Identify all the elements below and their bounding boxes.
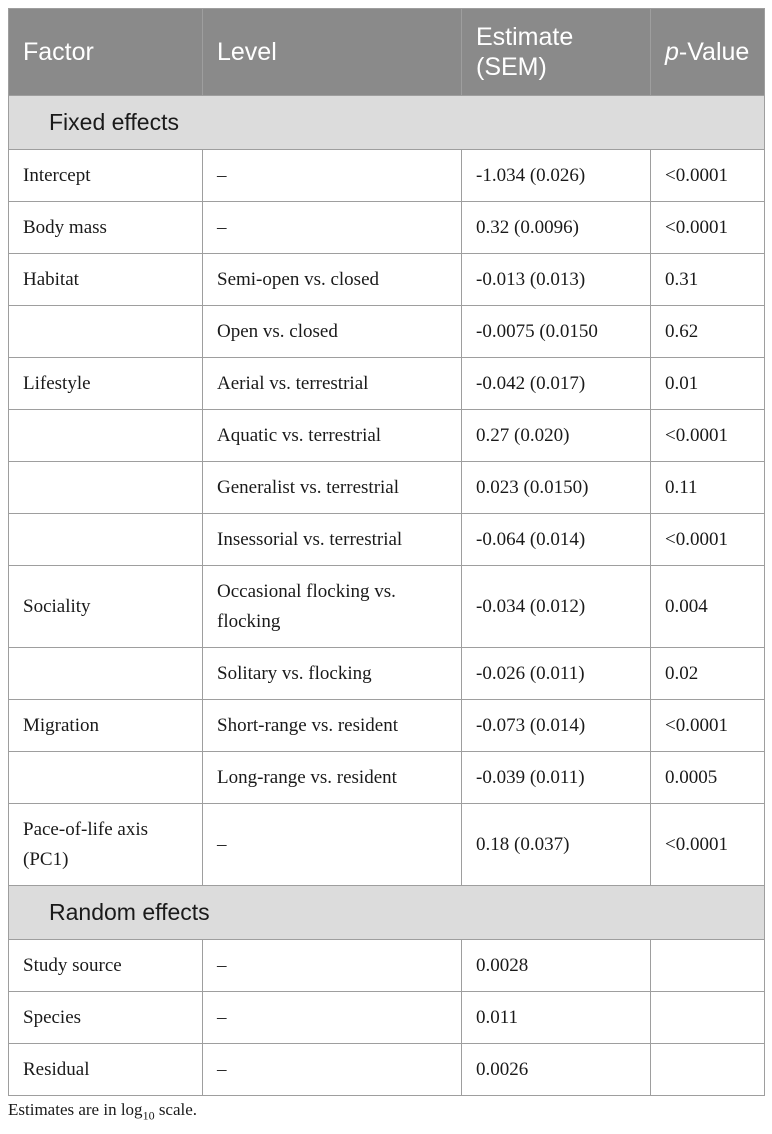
cell-p: <0.0001 (651, 150, 765, 202)
cell-level: – (203, 940, 462, 992)
cell-level: – (203, 992, 462, 1044)
cell-level: Long-range vs. resident (203, 752, 462, 804)
table-row (9, 992, 765, 1044)
cell-p: 0.01 (651, 358, 765, 410)
cell-level: Open vs. closed (203, 306, 462, 358)
cell-p: <0.0001 (651, 410, 765, 462)
cell-p: <0.0001 (651, 514, 765, 566)
header-p-value (651, 9, 765, 96)
cell-level: Occasional flocking vs. flocking (203, 566, 462, 648)
header-level: Level (203, 9, 462, 96)
cell-estimate: 0.32 (0.0096) (462, 202, 651, 254)
table-footnote (8, 1100, 197, 1123)
table-row (9, 752, 765, 804)
table-row (9, 804, 765, 886)
cell-level: Short-range vs. resident (203, 700, 462, 752)
cell-estimate: -1.034 (0.026) (462, 150, 651, 202)
cell-factor (9, 752, 203, 804)
cell-p: <0.0001 (651, 202, 765, 254)
cell-level: Semi-open vs. closed (203, 254, 462, 306)
cell-level: – (203, 804, 462, 886)
cell-level: Aerial vs. terrestrial (203, 358, 462, 410)
cell-factor: Body mass (9, 202, 203, 254)
cell-p: 0.11 (651, 462, 765, 514)
cell-factor: Residual (9, 1044, 203, 1096)
table-row (9, 1044, 765, 1096)
section-title: Random effects (9, 886, 765, 940)
cell-factor (9, 306, 203, 358)
footnote-text: Estimates are in log (8, 1100, 143, 1119)
table-row (9, 306, 765, 358)
cell-estimate: 0.0026 (462, 1044, 651, 1096)
cell-factor (9, 648, 203, 700)
cell-estimate: -0.0075 (0.0150 (462, 306, 651, 358)
header-factor: Factor (9, 9, 203, 96)
cell-estimate: -0.039 (0.011) (462, 752, 651, 804)
cell-estimate: -0.013 (0.013) (462, 254, 651, 306)
table-row (9, 410, 765, 462)
table-row (9, 358, 765, 410)
cell-estimate: 0.011 (462, 992, 651, 1044)
table-row (9, 566, 765, 648)
cell-p: 0.31 (651, 254, 765, 306)
table-body (9, 96, 765, 1096)
cell-factor: Species (9, 992, 203, 1044)
cell-p: 0.62 (651, 306, 765, 358)
cell-p: <0.0001 (651, 804, 765, 886)
cell-factor: Lifestyle (9, 358, 203, 410)
cell-p (651, 1044, 765, 1096)
cell-estimate: 0.023 (0.0150) (462, 462, 651, 514)
table-header (9, 9, 765, 96)
cell-estimate: 0.18 (0.037) (462, 804, 651, 886)
cell-level: Generalist vs. terrestrial (203, 462, 462, 514)
cell-factor: Intercept (9, 150, 203, 202)
cell-estimate: -0.034 (0.012) (462, 566, 651, 648)
header-estimate: Estimate (SEM) (462, 9, 651, 96)
table-row (9, 150, 765, 202)
cell-estimate: 0.27 (0.020) (462, 410, 651, 462)
cell-factor (9, 462, 203, 514)
table-row (9, 254, 765, 306)
table-row (9, 202, 765, 254)
results-table (8, 8, 765, 1096)
table-row (9, 940, 765, 992)
cell-p (651, 992, 765, 1044)
header-p-italic: p (665, 38, 679, 66)
cell-factor: Migration (9, 700, 203, 752)
cell-factor (9, 410, 203, 462)
cell-p (651, 940, 765, 992)
table-row (9, 462, 765, 514)
cell-factor: Pace-of-life axis (PC1) (9, 804, 203, 886)
cell-p: <0.0001 (651, 700, 765, 752)
cell-factor: Sociality (9, 566, 203, 648)
section-header-row (9, 96, 765, 150)
header-p-rest: -Value (678, 38, 750, 66)
cell-p: 0.0005 (651, 752, 765, 804)
cell-factor: Habitat (9, 254, 203, 306)
cell-p: 0.004 (651, 566, 765, 648)
section-header-row (9, 886, 765, 940)
cell-factor (9, 514, 203, 566)
cell-estimate: 0.0028 (462, 940, 651, 992)
cell-level: – (203, 1044, 462, 1096)
section-title: Fixed effects (9, 96, 765, 150)
cell-factor: Study source (9, 940, 203, 992)
footnote-subscript: 10 (142, 1108, 155, 1123)
cell-p: 0.02 (651, 648, 765, 700)
cell-estimate: -0.026 (0.011) (462, 648, 651, 700)
footnote-text-end: scale. (154, 1100, 198, 1119)
cell-level: – (203, 150, 462, 202)
cell-level: Insessorial vs. terrestrial (203, 514, 462, 566)
table-row (9, 514, 765, 566)
table-row (9, 648, 765, 700)
cell-estimate: -0.064 (0.014) (462, 514, 651, 566)
cell-level: Aquatic vs. terrestrial (203, 410, 462, 462)
cell-estimate: -0.073 (0.014) (462, 700, 651, 752)
cell-level: – (203, 202, 462, 254)
cell-level: Solitary vs. flocking (203, 648, 462, 700)
cell-estimate: -0.042 (0.017) (462, 358, 651, 410)
table-row (9, 700, 765, 752)
